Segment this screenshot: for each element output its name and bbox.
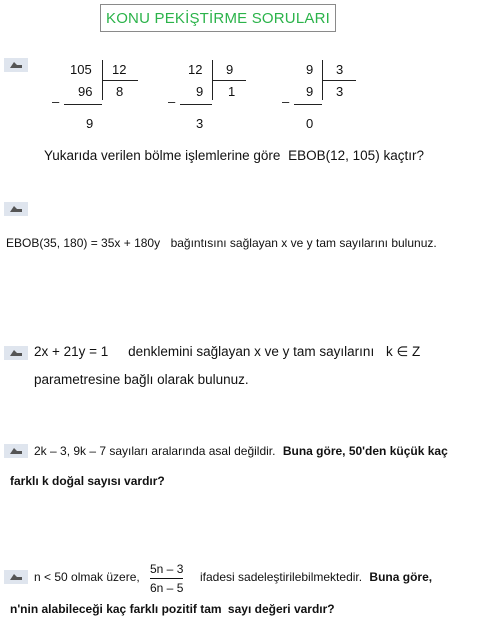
question-5-statement: ifadesi sadeleştirilebilmektedir. — [200, 570, 363, 584]
page-title: KONU PEKİŞTİRME SORULARI — [105, 9, 330, 27]
divisor: 9 — [226, 62, 234, 77]
quotient: 1 — [228, 84, 236, 99]
remainder: 3 — [196, 116, 204, 131]
divisor-line — [102, 80, 138, 81]
quotient: 8 — [116, 84, 124, 99]
product: 96 — [78, 84, 93, 99]
minus-sign: – — [52, 94, 60, 109]
question-4-line-1 — [34, 444, 448, 458]
question-2-text: bağıntısını sağlayan x ve y tam sayılarını bulunuz. — [170, 236, 437, 250]
minus-sign: – — [168, 94, 176, 109]
question-2-expr: EBOB(35, 180) = 35x + 180y — [6, 236, 161, 250]
question-1-text: Yukarıda verilen bölme işlemlerine göre — [44, 148, 281, 163]
dividend: 9 — [306, 62, 314, 77]
subtraction-line — [294, 104, 322, 105]
subtraction-line — [180, 104, 212, 105]
product: 9 — [306, 84, 314, 99]
question-5-line-1 — [200, 570, 432, 584]
question-5-line-2a: n'nin alabileceği kaç farklı pozitif tam — [10, 602, 222, 616]
divisor-line — [212, 80, 246, 81]
quotient: 3 — [336, 84, 344, 99]
question-4-line-2: farklı k doğal sayısı vardır? — [10, 474, 165, 488]
minus-sign: – — [282, 94, 290, 109]
fraction-numerator: 5n – 3 — [150, 562, 184, 576]
pointing-hand-icon — [4, 444, 28, 458]
dividend: 12 — [188, 62, 203, 77]
question-4-question: Buna göre, 50'den küçük kaç — [282, 444, 448, 458]
pointing-hand-icon — [4, 58, 28, 72]
fraction-denominator: 6n – 5 — [150, 581, 184, 595]
question-5-line-2 — [10, 602, 335, 616]
dividend: 105 — [70, 62, 92, 77]
subtraction-line — [64, 104, 102, 105]
divisor-line — [322, 80, 356, 81]
question-2 — [6, 234, 437, 252]
question-3-line-1 — [34, 344, 420, 360]
divisor: 3 — [336, 62, 344, 77]
question-3-text: denklemini sağlayan x ve y tam sayılarını — [128, 344, 375, 359]
question-5-question: Buna göre, — [369, 570, 433, 584]
pointing-hand-icon — [4, 346, 28, 360]
question-5-line-2b: sayı değeri vardır? — [227, 602, 335, 616]
fraction-bar — [150, 578, 183, 579]
divisor: 12 — [112, 62, 127, 77]
remainder: 0 — [306, 116, 314, 131]
title-box — [100, 4, 336, 32]
question-3-line-2: parametresine bağlı olarak bulunuz. — [34, 372, 249, 387]
remainder: 9 — [86, 116, 94, 131]
question-5-condition: n < 50 olmak üzere, — [34, 570, 140, 584]
question-4-statement: 2k – 3, 9k – 7 sayıları aralarında asal değildir. — [34, 444, 276, 458]
product: 9 — [196, 84, 204, 99]
pointing-hand-icon — [4, 202, 28, 216]
pointing-hand-icon — [4, 570, 28, 584]
question-5-fraction — [150, 562, 183, 595]
question-1-expr: EBOB(12, 105) kaçtır? — [288, 148, 424, 163]
question-3-param: k ∈ Z — [385, 344, 421, 359]
question-1 — [44, 148, 424, 163]
question-3-equation: 2x + 21y = 1 — [34, 344, 109, 359]
